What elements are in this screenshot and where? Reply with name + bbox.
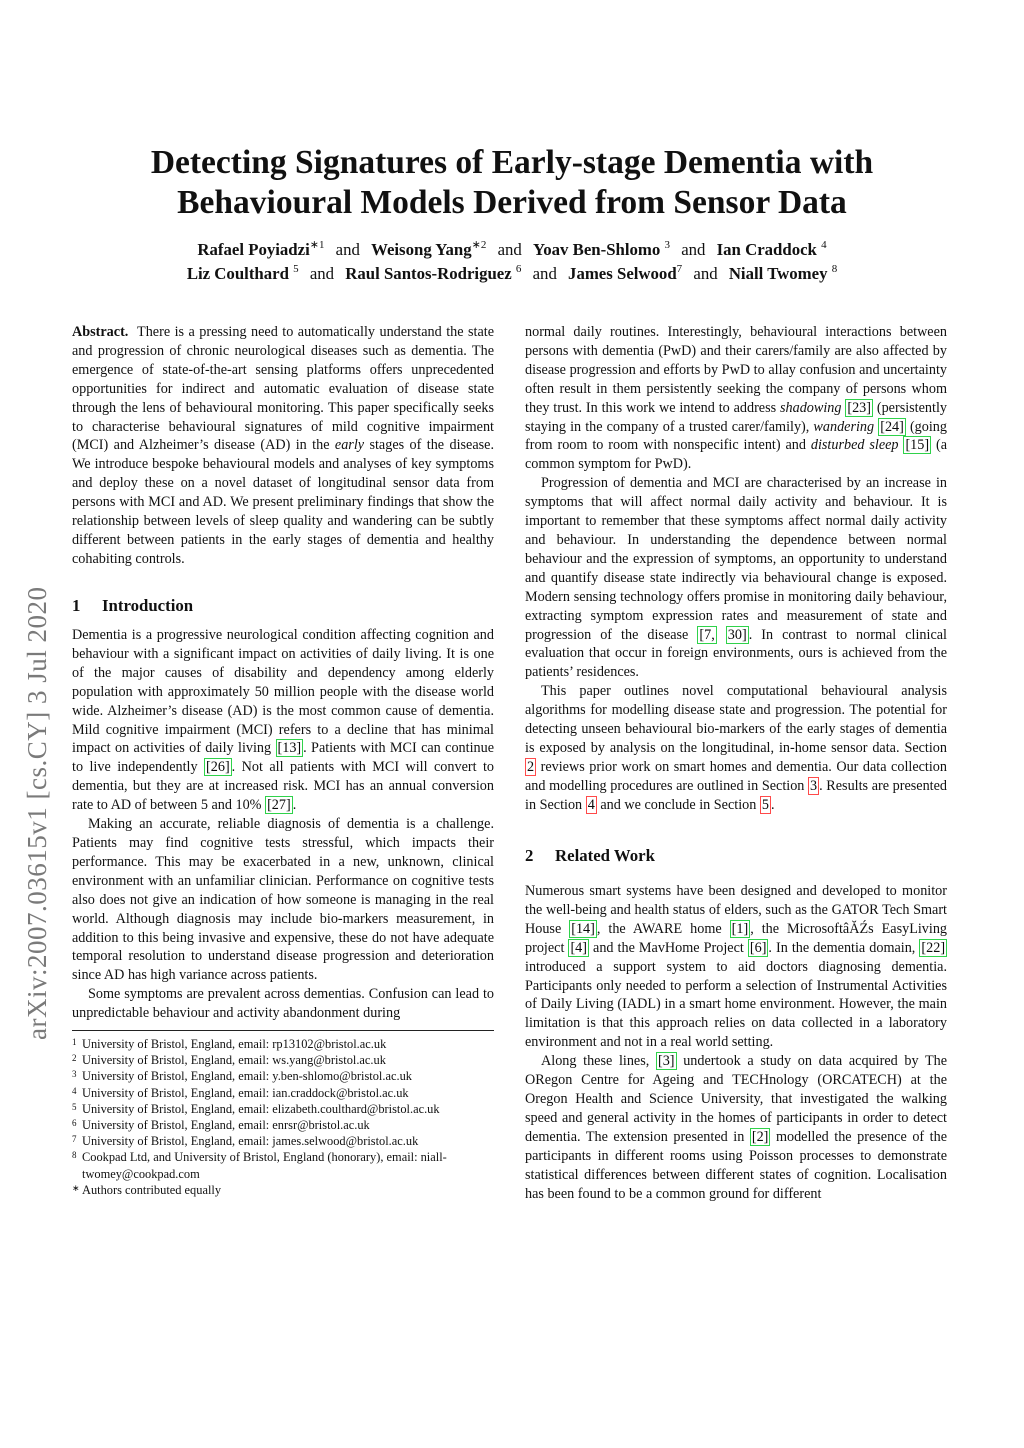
author-sup: ∗2 xyxy=(471,239,487,251)
section-link[interactable]: 4 xyxy=(587,796,595,813)
abstract-text-1: There is a pressing need to automatically understand the state and progression of chronic neurological diseases such as dementia. The emergence of state-of-the-art sensing platforms offers unprecedented opportunities for indirect and automatic evaluation of disease state through the lens of behavioural monitoring. This paper specifically seeks to characterise behavioural signatures of mild cognitive impairment (MCI) and Alzheimer’s disease (AD) in the xyxy=(72,324,494,454)
body-text: (a common symptom for PwD). xyxy=(525,437,948,473)
footnote-mark: 8 xyxy=(72,1150,77,1161)
footnote-mark: 4 xyxy=(72,1085,77,1096)
section-heading-introduction xyxy=(72,596,193,616)
body-text: . Results are presented in Section xyxy=(525,777,947,813)
author-separator: and xyxy=(497,240,522,259)
footnote xyxy=(72,1085,494,1101)
footnote-mark: 7 xyxy=(72,1134,77,1145)
intro-paragraph-2: Making an accurate, reliable diagnosis of dementia is a challenge. Patients may find cognitive tests stressful, which impacts their performance. This may be exacerbated in a new, unknown, clinical environment with an unfamiliar clinician. Performance on cognitive tests also does not give an indication of how someone is managing in the real world. Although diagnosis may include bio-markers measurement, in addition to this being invasive and expensive, these do not have adequate temporal resolution to understand disease progression and deterioration since AD has high variance across patients. xyxy=(72,816,494,984)
citation-link[interactable]: [27] xyxy=(267,797,291,814)
footnote-mark: 3 xyxy=(72,1069,77,1080)
citation-link[interactable]: [13] xyxy=(277,740,302,757)
section-number: 1 xyxy=(72,596,81,615)
footnote xyxy=(72,1182,494,1198)
introduction-body xyxy=(72,626,494,1023)
title-line-1: Detecting Signatures of Early-stage Dementia with xyxy=(150,144,874,181)
citation-link[interactable]: [24] xyxy=(880,418,904,435)
footnote-text: University of Bristol, England, email: y.ben-shlomo@bristol.ac.uk xyxy=(82,1069,412,1084)
author-name: James Selwood xyxy=(568,264,677,283)
author-separator: and xyxy=(681,240,706,259)
footnote xyxy=(72,1149,494,1181)
section-link[interactable]: 5 xyxy=(761,796,769,813)
footnotes xyxy=(72,1036,494,1198)
abstract xyxy=(72,323,494,569)
paper-title xyxy=(60,143,964,223)
citation-link[interactable]: [22] xyxy=(921,939,946,956)
section-number: 2 xyxy=(525,846,534,865)
related-work-body xyxy=(525,882,947,1203)
body-text: , the MicrosoftâĂŹs EasyLiving project xyxy=(525,920,948,956)
footnote-mark: 1 xyxy=(72,1037,77,1047)
citation-link[interactable]: [1] xyxy=(731,920,749,937)
body-text: undertook a study on data acquired by The ORegon Centre for Ageing and TECHnology (ORCATECH) at the Oregon Health and Science University, that investigated the walking speed and general activity in the homes of participants in order to detect dementia. The extension presented in xyxy=(525,1053,948,1145)
citation-link[interactable]: [15] xyxy=(905,437,930,454)
body-text: reviews prior work on smart homes and dementia. Our data collection and modelling procedures are outlined in Section xyxy=(525,758,947,794)
emphasis-term: disturbed sleep xyxy=(810,437,899,454)
author-line-1 xyxy=(60,238,964,262)
body-text: Progression of dementia and MCI are characterised by an increase in symptoms that will affect normal daily activity and behaviour. It is important to remember that these symptoms affect normal daily activity and behaviour. In understanding the dependence between normal behaviour and the expression of symptoms, an opportunity to understand and quantify disease state indirectly via behavioural change is exposed. Modern sensing technology offers promise in monitoring daily behaviour, extracting symptom expression rates and measurement of state and progression of the disease xyxy=(525,475,947,643)
right-paragraph-1 xyxy=(525,323,947,474)
related-paragraph-1 xyxy=(525,882,947,1052)
citation-link[interactable]: [23] xyxy=(847,399,871,416)
citation-link[interactable]: [2] xyxy=(751,1128,769,1145)
section-title: Introduction xyxy=(102,596,194,615)
body-text: introduced a support system to aid doctors diagnosing dementia. Participants only needed to perform a selection of Instrumental Activities of Daily Living (IADL) in a smart home environment. However, the main limitation is that this approach relies on data collected in a laboratory environment and not in a real world setting. xyxy=(525,958,947,1051)
body-text: Along these lines, xyxy=(541,1053,650,1070)
emphasis-term: wandering xyxy=(813,418,875,435)
footnote-text: Cookpad Ltd, and University of Bristol, England (honorary), email: niall-twomey@cookpad.com xyxy=(82,1150,447,1181)
arxiv-identifier: arXiv:2007.03615v1 [cs.CY] 3 Jul 2020 xyxy=(22,586,52,1040)
section-title: Related Work xyxy=(555,846,655,865)
citation-link[interactable]: 30] xyxy=(727,626,747,643)
body-text: modelled the presence of the participants in different rooms using Poisson processes to demonstrate statistical differences between different states of cognition. Localisation has been found to be a common ground for different xyxy=(525,1128,948,1202)
citation-link[interactable]: [14] xyxy=(571,920,595,937)
abstract-emphasis: early xyxy=(334,437,365,454)
body-text: Numerous smart systems have been designed and developed to monitor the well-being and health status of elders, such as the GATOR Tech Smart House xyxy=(525,883,947,937)
author-sup: ∗1 xyxy=(309,239,325,251)
footnote xyxy=(72,1117,494,1133)
abstract-paragraph xyxy=(72,323,494,569)
author-name: Ian Craddock xyxy=(716,240,817,259)
body-text: normal daily routines. Interestingly, behavioural interactions between persons with dementia (PwD) and their carers/family are also affected by disease progression and efforts by PwD to allay confusion and uncertainty often result in them persistently seeking the company of persons whom they trust. In this work we intend to address xyxy=(525,324,947,416)
right-column-intro-continued xyxy=(525,323,947,815)
body-text: (going from room to room with nonspecific intent) and xyxy=(525,418,947,454)
footnote xyxy=(72,1101,494,1117)
body-text: , the AWARE home xyxy=(596,920,722,937)
author-separator: and xyxy=(335,240,360,259)
title-line-2: Behavioural Models Derived from Sensor Data xyxy=(177,184,847,221)
author-separator: and xyxy=(309,264,335,283)
author-line-2 xyxy=(60,262,964,286)
author-sup: 8 xyxy=(831,263,838,275)
author-sup: 4 xyxy=(821,239,827,251)
footnote-text: Authors contributed equally xyxy=(82,1182,222,1197)
section-heading-related-work xyxy=(525,846,655,866)
right-paragraph-2 xyxy=(525,474,947,682)
footnote xyxy=(72,1036,494,1052)
body-text: (persistently staying in the company of a trusted carer/family), xyxy=(525,399,947,435)
footnote-text: University of Bristol, England, email: james.selwood@bristol.ac.uk xyxy=(82,1134,419,1149)
abstract-text-2: stages of the disease. We introduce bespoke behavioural models and analyses of key symptoms and deploy these on a novel dataset of longitudinal sensor data from persons with MCI and AD. We present preliminary findings that show the relationship between levels of sleep quality and wandering can be subtly different between patients in the early stages of dementia and healthy cohabiting controls. xyxy=(72,437,495,567)
author-sup: 7 xyxy=(676,263,683,275)
author-name: Weisong Yang xyxy=(371,240,472,259)
author-sup: 6 xyxy=(515,263,522,275)
citation-link[interactable]: [26] xyxy=(206,759,230,776)
author-name: Yoav Ben-Shlomo xyxy=(533,240,661,259)
footnote-mark: ∗ xyxy=(72,1182,80,1193)
footnote-text: University of Bristol, England, email: enrsr@bristol.ac.uk xyxy=(82,1118,370,1133)
body-text: Dementia is a progressive neurological condition affecting cognition and behaviour with a significant impact on activities of daily living. It is one of the major causes of disability and dependency among elderly population with approximately 50 million people with the disease world wide. Alzheimer’s disease (AD) is the most common cause of dementia. Mild cognitive impairment (MCI) refers to a decline that has minimal impact on activities of daily living xyxy=(72,627,494,757)
body-text: . Not all patients with MCI will convert to dementia, but they are at increased risk. MCI has an annual conversion rate to AD of between 5 and 10% xyxy=(72,759,495,814)
body-text: and the MavHome Project xyxy=(593,939,744,956)
footnote-mark: 6 xyxy=(72,1118,77,1129)
author-name: Liz Coulthard xyxy=(186,264,289,283)
author-sup: 3 xyxy=(664,239,670,251)
intro-paragraph-3: Some symptoms are prevalent across dementias. Confusion can lead to unpredictable behaviour and activity abandonment during xyxy=(72,986,494,1022)
author-name: Raul Santos-Rodriguez xyxy=(345,264,512,283)
citation-link[interactable]: [7, xyxy=(699,626,715,643)
footnote-mark: 2 xyxy=(72,1053,77,1064)
body-text: . xyxy=(292,797,297,814)
author-name: Rafael Poyiadzi xyxy=(197,240,310,259)
section-link[interactable]: 3 xyxy=(810,777,818,794)
body-text: . Patients with MCI can continue to live independently xyxy=(72,740,494,776)
body-text: . In contrast to normal clinical evaluation that occur in foreign environments, ours is achieved from the patients’ residences. xyxy=(525,626,947,681)
right-paragraph-3 xyxy=(525,682,947,814)
author-separator: and xyxy=(693,264,718,283)
footnote-text: University of Bristol, England, email: elizabeth.coulthard@bristol.ac.uk xyxy=(82,1101,440,1116)
footnote xyxy=(72,1052,494,1068)
citation-link[interactable]: [6] xyxy=(749,939,767,956)
footnote-rule xyxy=(72,1030,494,1031)
footnote-text: University of Bristol, England, email: ws.yang@bristol.ac.uk xyxy=(82,1053,386,1068)
footnote-text: University of Bristol, England, email: rp13102@bristol.ac.uk xyxy=(82,1037,387,1051)
body-text: . In the dementia domain, xyxy=(768,939,916,956)
abstract-label: Abstract. xyxy=(72,324,129,340)
footnote-mark: 5 xyxy=(72,1101,77,1112)
footnote-text: University of Bristol, England, email: ian.craddock@bristol.ac.uk xyxy=(82,1085,409,1100)
related-paragraph-2 xyxy=(525,1052,947,1203)
citation-link[interactable]: [4] xyxy=(570,939,587,956)
body-text: and we conclude in Section xyxy=(600,796,757,813)
citation-link[interactable]: [3] xyxy=(657,1053,675,1070)
author-sup: 5 xyxy=(293,263,299,275)
author-name: Niall Twomey xyxy=(728,264,828,283)
body-text: . xyxy=(770,796,775,813)
body-text: This paper outlines novel computational behavioural analysis algorithms for modelling disease state and progression. The potential for detecting unseen behavioural bio-markers of the early stages of dementia is exposed by analysis on the longitudinal, in-home sensor data. Section xyxy=(525,683,947,756)
emphasis-term: shadowing xyxy=(780,399,842,416)
footnote xyxy=(72,1068,494,1084)
author-separator: and xyxy=(532,264,557,283)
intro-paragraph-1 xyxy=(72,626,494,815)
section-link[interactable]: 2 xyxy=(527,758,535,775)
footnote xyxy=(72,1133,494,1149)
author-list xyxy=(60,238,964,286)
